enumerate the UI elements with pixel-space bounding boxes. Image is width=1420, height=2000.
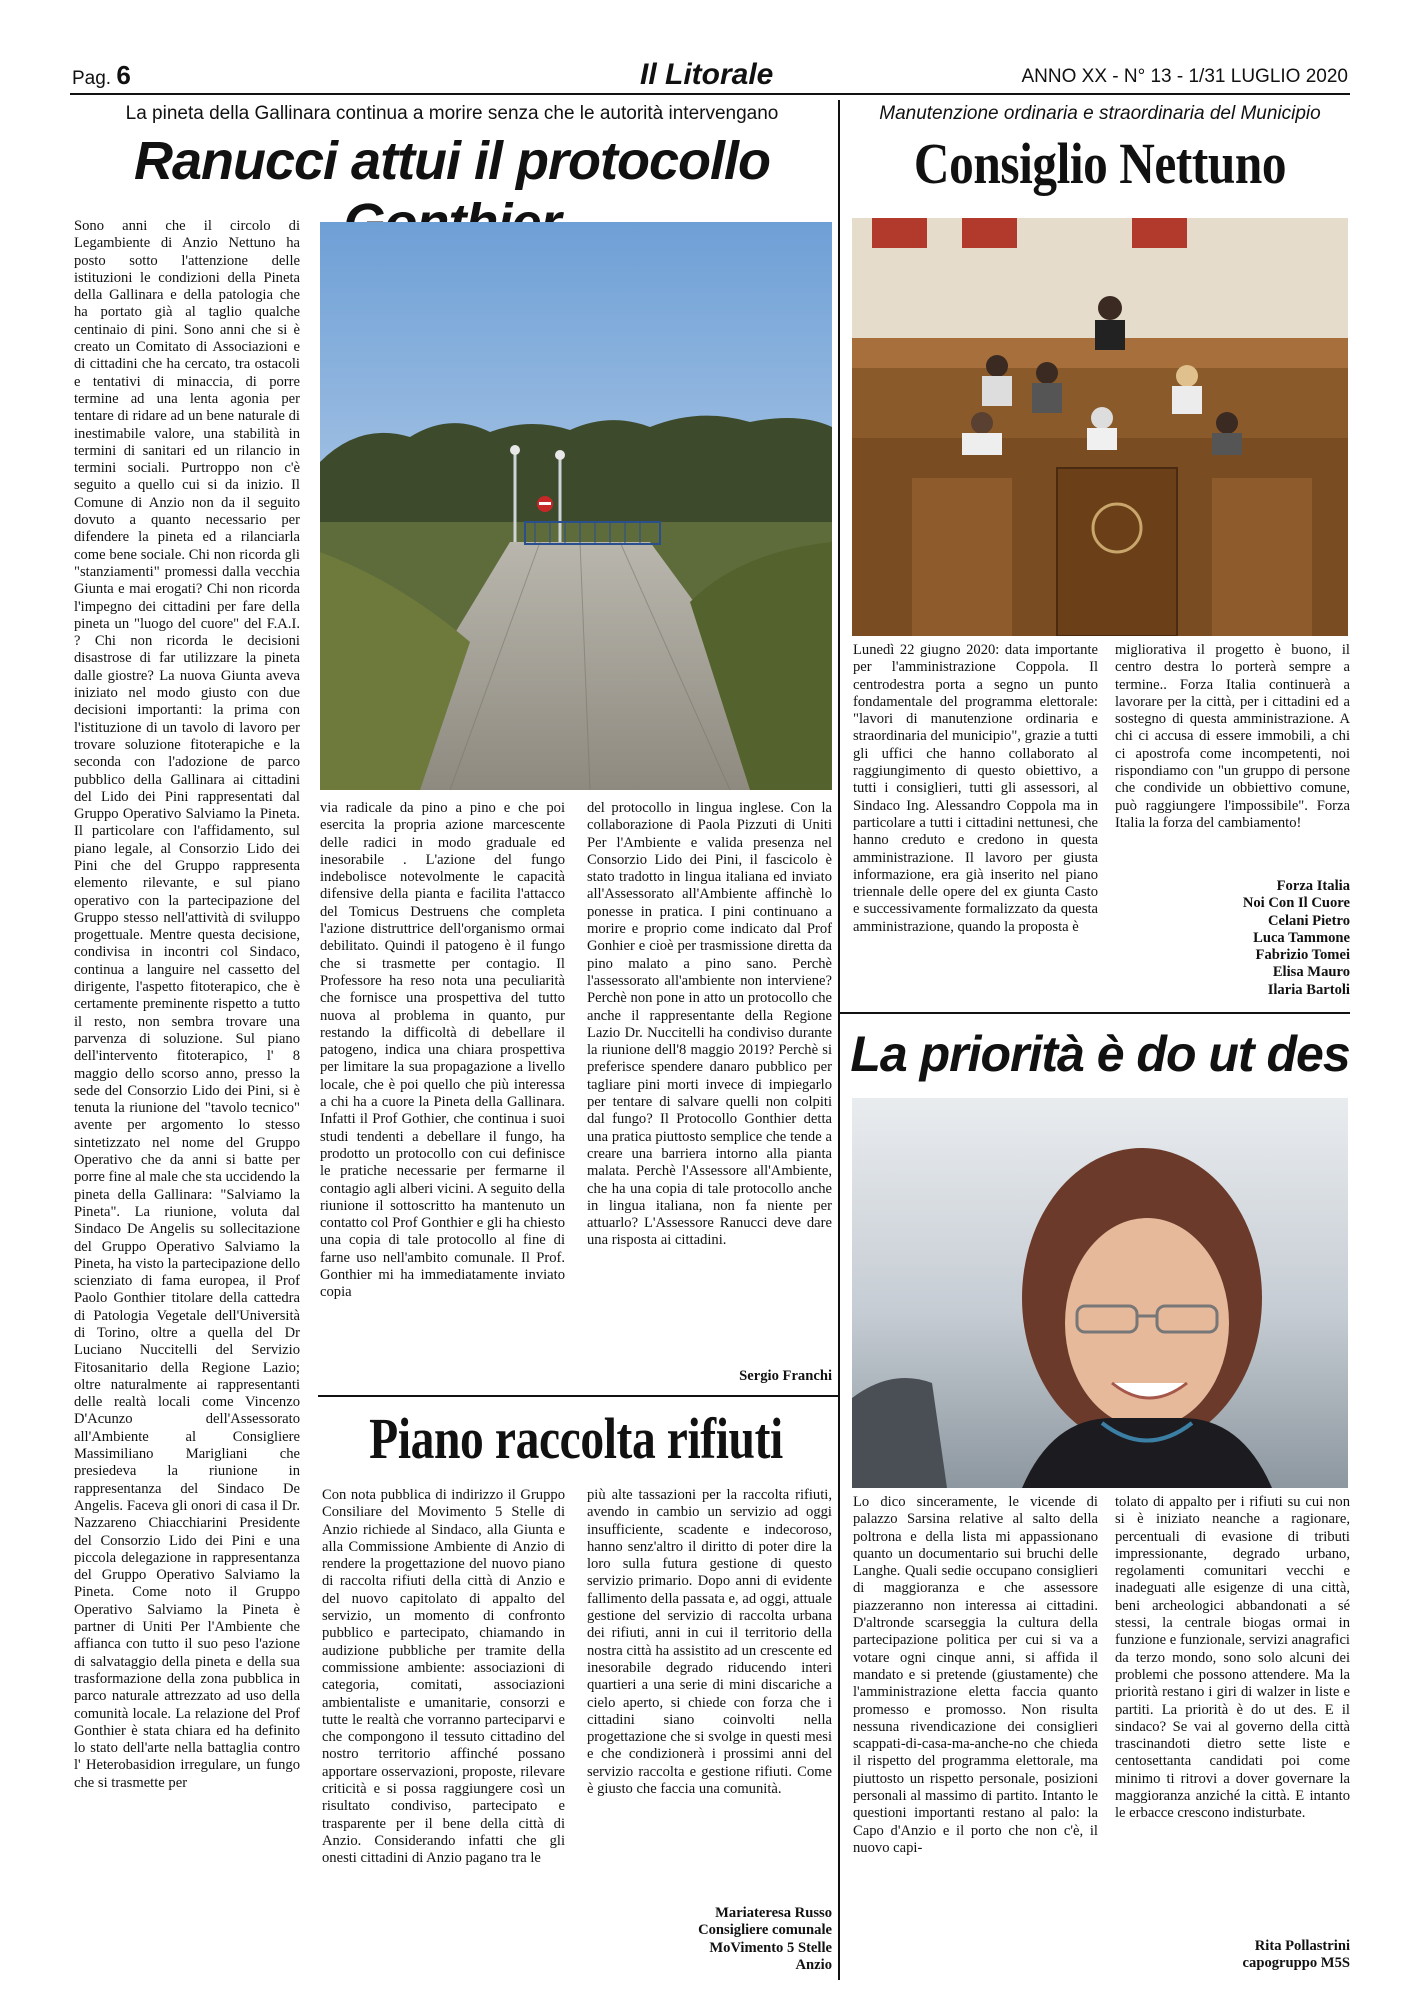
article2-kicker: Manutenzione ordinaria e straordinaria del Municipio	[879, 103, 1321, 124]
article2-sig-line: Luca Tammone	[1253, 929, 1350, 946]
article1-col3: del protocollo in lingua inglese. Con la collaborazione di Paola Pizzuti di Uniti Per l'Ambiente e valida presenza nel Consorzio Lido dei Pini, il fascicolo è stato tradotto in lingua italiana ed inviato all'Assessorato all'Ambiente affinchè lo ponesse in pratica. I pini continuano a morire e proprio come indicato dal Prof Gonhier e cioè per trasmissione diretta da pino malato a pino sano. Perchè l'assessorato all'ambiente non interviene? Perchè non pone in atto un protocollo che anche il rappresentante della Regione Lazio Dr. Nuccitelli ha condiviso durante la riunione dell'8 maggio 2019? Perchè si preferisce spendere danaro pubblico per tagliare pini morti invece di impiegarlo per tentare di salvare quelli non colpiti dal fungo? Il Protocollo Gonthier detta una pratica piuttosto semplice che tende a creare una barriera intorno alla pianta malata. Perchè l'Assessore all'Ambiente, che ha una copia di tale protocollo anche in lingua italiana, non fa niente per attuarlo? L'Assessore Ranucci deve dare una risposta ai cittadini.	[587, 800, 832, 1249]
article1-col1: Sono anni che il circolo di Legambiente di Anzio Nettuno ha posto sotto l'attenzione delle istituzioni le condizioni della Pineta della Gallinara e della patologia che ha portato già al taglio qualche centinaio di pini. Sono anni che si è creato un Comitato di Associazioni e di cittadini che ha cercato, tra ostacoli e tentativi di minaccia, di porre termine ad una lenta agonia per tentare di ridare ad un bene naturale di inestimabile valore, una stabilità in termini di sanitari ed un rilancio in termini sociali. Purtroppo non c'è seguito a quello cui si da inizio. Il Comune di Anzio non da il seguito dovuto a quanto necessario per difendere la pineta ed a rilanciarla come bene sociale. Chi non ricorda gli "stanziamenti" promessi dalla vecchia Giunta e mai erogati? Chi non ricorda l'impegno dei cittadini per fare della pineta un "luogo del cuore" del F.A.I. ? Chi non ricorda le decisioni disastrose di far utilizzare la pineta dalle giostre? La nuova Giunta aveva iniziato nel modo giusto con due decisioni importanti: la prima con l'istituzione di un tavolo di lavoro per trovare soluzione fitoterapiche e la seconda con l'adozione de parco pubblico della Gallinara ai cittadini del Lido dei Pini rappresentati dal Gruppo Operativo Salviamo la Pineta. Il particolare con l'affidamento, sul piano legale, al Consorzio Lido dei Pini che del Gruppo rappresenta elemento rilevante, e sul piano operativo con la partecipazione del Gruppo stesso nell'attività di sviluppo progettuale. Mentre questa decisione, condivisa in incontri col Sindaco, continua a languire nel cassetto del dirigente, l'aspetto fitoterapico, che è certamente preminente rispetto a tutto il resto, non sembra trovare una parvenza di soluzione. Sul piano dell'intervento fitoterapico, l' 8 maggio dello scorso anno, presso la sede del Consorzio Lido dei Pini, si è tenuta la riunione del "tavolo tecnico" avente per argomento lo stesso sintetizzato nel nome del Gruppo Operativo che da anni si batte per porre fine al male che sta uccidendo la pineta della Gallinara: "Salviamo la Pineta". La riunione, voluta dal Sindaco De Angelis su sollecitazione del Gruppo Operativo Salviamo la Pineta, ha visto la partecipazione dello scienziato di fama europea, il Prof Paolo Gonthier titolare della cattedra di Patologia Vegetale dell'Università di Torino, oltre a quella del Dr Luciano Nuccitelli del Servizio Fitosanitario della Regione Lazio; oltre naturalmente ai rappresentanti delle realtà locali come Vincenzo D'Acunzo dell'Assessorato all'Ambiente al Consigliere Massimiliano Marigliani che presiedeva la riunione in rappresentanza del Sindaco De Angelis. Faceva gli onori di casa il Dr. Nazzareno Chiacchiarini Presidente del Consorzio Lido dei Pini e una piccola delegazione in rappresentanza del Gruppo Operativo Salviamo la Pineta. Come noto il Gruppo Operativo Salviamo la Pineta è partner di Uniti Per l'Ambiente che affianca con tutto il suo peso l'azione di salvataggio della pineta e della sua trasformazione della zona pubblica in parco naturale attrezzato ad uso della comunità locale. La relazione del Prof Gonthier è stata chiara ed ha definito lo stato dell'arte nella battaglia contro l' Heterobasidion irregulare, un fungo che si trasmette per	[74, 218, 300, 1791]
article2-col2: migliorativa il progetto è buono, il centro destra lo porterà sempre a termine.. Forza Italia continuerà a lavorare per la città, per i cittadini ed a sostegno di questa amministrazione. A chi ci accusa di essere immobili, a chi ci apostrofa come incompetenti, noi rispondiamo con "un gruppo di persone che condivide un obbiettivo comune, può raggiungere l'impossibile". Forza Italia la forza del cambiamento!	[1115, 642, 1350, 831]
article2-sig-line: Forza Italia	[1276, 878, 1350, 894]
portrait-photo-svg	[852, 1098, 1348, 1488]
header-rule	[70, 93, 1350, 95]
issue-info: ANNO XX - N° 13 - 1/31 LUGLIO 2020	[1021, 66, 1348, 87]
article4-sig-line: Consigliere comunale	[698, 1922, 832, 1939]
article2-sig-line: Elisa Mauro	[1272, 964, 1350, 981]
article4-sig-line: Mariateresa Russo	[715, 1905, 832, 1921]
article3-signature-role: capogruppo M5S	[1242, 1955, 1350, 1972]
article1-kicker: La pineta della Gallinara continua a morire senza che le autorità intervengano	[125, 103, 779, 124]
page-number: 6	[116, 60, 131, 90]
article4-col2: più alte tassazioni per la raccolta rifiuti, avendo in cambio un servizio ad oggi insufficiente, scadente e indecoroso, hanno senz'altro il diritto di poter dire la loro sulla futura gestione di questo servizio primario. Dopo anni di evidente fallimento della passata e, ad oggi, attuale gestione del servizio di raccolta urbana dei rifiuti, anni in cui il territorio della nostra città ha assistito ad un crescente ed inesorabile degrado riducendo interi quartieri a una serie di mini discariche a cielo aperto, si chiede con forza che i cittadini siano coinvolti nella progettazione che si svolge in questi mesi e che condizionerà i prossimi anni del servizio raccolta e gestione rifiuti. Come è giusto che faccia una comunità.	[587, 1487, 832, 1798]
article1-col2: via radicale da pino a pino e che poi esercita la propria azione marcescente delle radici in modo graduale ed inesorabile . L'azione del fungo indebolisce notevolmente le capacità difensive della pianta e facilita l'attacco del Tomicus Destruens che completa l'azione distruttrice dell'organismo ormai debilitato. Quindi il patogeno è il fungo che si trasmette per contagio. Il Professore ha reso nota una peculiarità che fornisce una prospettiva del tutto nuova al problema in quanto, pur restando la difficoltà di debellare il patogeno, indica una chiara prospettiva per limitare la sua propagazione a livello locale, che è poi quello che più interessa a chi ha a cuore la Pineta della Gallinara. Infatti il Prof Gothier, che continua i suoi studi tendenti a debellare il fungo, ha prodotto un protocollo con cui definisce le pratiche necessarie per fermarne il contagio agli alberi vicini. A seguito della riunione il sottoscritto ha mantenuto un contatto col Prof Gonthier e gli ha chiesto una copia di tale protocollo al fine di farne uso nell'ambito comunale. Il Prof. Gonthier mi ha immediatamente inviato copia	[320, 800, 565, 1301]
article4-headline: Piano raccolta rifiuti	[369, 1406, 783, 1471]
page-label-text: Pag.	[72, 68, 112, 89]
article4-signatures	[587, 1905, 832, 1974]
article3-signature-name: Rita Pollastrini	[1254, 1938, 1350, 1954]
article4-sig-line: MoVimento 5 Stelle	[709, 1939, 832, 1956]
article2-sig-line: Fabrizio Tomei	[1255, 947, 1350, 964]
article2-headline: Consiglio Nettuno	[913, 131, 1287, 196]
article4-sig-line: Anzio	[795, 1956, 832, 1973]
portrait-photo	[852, 1098, 1348, 1488]
article3-col2: tolato di appalto per i rifiuti su cui non si è iniziato neanche a ragionare, percentuali di evasione di tributi impressionante, degrado urbano, regolamenti comunitari vecchi e inadeguati alle esigenze di una città, beni archeologici abbandonati a sé stessi, la centrale biogas ormai in funzione e funzionale, servizi anagrafici da terzo mondo, sono solo alcuni dei problemi che possono attendere. Ma la priorità restano i giri di walzer in liste e partiti. La priorità è do ut des. E il sindaco? Se vai al governo della città trascinandoti dietro sette liste e centosettanta candidati poi come minimo ti ritrovi a dover governare la maggioranza anziché la città. E intanto le erbacce crescono indisturbate.	[1115, 1494, 1350, 1822]
article2-sig-line: Noi Con Il Cuore	[1242, 895, 1350, 912]
article3-col1: Lo dico sinceramente, le vicende di palazzo Sarsina relative al salto della poltrona e della lista mi appassionano quanto un documentario sui bruchi delle Langhe. Quali sedie occupano consiglieri di maggioranza e che assessore piazzeranno non interessa ai cittadini. D'altronde scarseggia la cultura della partecipazione politica per cui si va a votare ogni cinque anni, si affida il mandato e si pretende (giustamente) che l'amministrazione eletta faccia quanto promesso e promosso. Non risulta nessuna rivendicazione dei consiglieri scappati-di-casa-ma-anche-no che chieda il rispetto del programma elettorale, ma piuttosto un rispetto personale, posizioni personali al massimo di partito. Intanto le questioni importanti restano al palo: la Capo d'Anzio e il porto che non c'è, il nuovo capi-	[853, 1494, 1098, 1856]
article-separator	[318, 1395, 838, 1397]
council-photo-svg	[852, 218, 1348, 636]
council-session-photo	[852, 218, 1348, 636]
article3-signature	[1115, 1938, 1350, 1973]
article1-signature: Sergio Franchi	[739, 1368, 832, 1384]
column-divider	[838, 100, 840, 1980]
article4-col1: Con nota pubblica di indirizzo il Gruppo Consiliare del Movimento 5 Stelle di Anzio richiede al Sindaco, alla Giunta e alla Commissione Ambiente di Anzio di rendere la progettazione del nuovo piano di raccolta rifiuti della città di Anzio e del nuovo capitolato di appalto del servizio, un momento di confronto pubblico e partecipato, chiamando in audizione pubbliche per tramite della commissione ambiente: associazioni di categoria, comitati, associazioni ambientaliste e umanitarie, consorzi e tutte le realtà che vorranno parteciparvi e che compongono il tessuto cittadino del nostro territorio affinché possano apportare osservazioni, proposte, rilevare criticità e si possa raggiungere così un risultato condiviso, partecipato e trasparente per il bene della città di Anzio. Considerando infatti che gli onesti cittadini di Anzio pagano tra le	[322, 1487, 565, 1867]
article2-col1: Lunedì 22 giugno 2020: data importante per l'amministrazione Coppola. Il centrodestra porta a segno un punto fondamentale del programma elettorale: "lavori di manutenzione ordinaria e straordinaria del municipio", grazie a tutti gli uffici che hanno collaborato al raggiungimento di questo obiettivo, a tutti i consiglieri, tutti gli assessori, al Sindaco Ing. Alessandro Coppola ma in particolare a tutti i cittadini nettunesi, che hanno creduto e credono in questa amministrazione. Il lavoro per giusta informazione, era già inserito nel piano triennale delle opere del ex giunta Casto e successivamente formalizzato da questa amministrazione, quando la proposta è	[853, 642, 1098, 935]
article2-sig-line: Celani Pietro	[1267, 912, 1350, 929]
article1-headline: Ranucci attui il protocollo	[133, 131, 771, 191]
article2-signatures	[1115, 878, 1350, 999]
pineta-photo-svg	[320, 222, 832, 790]
paper-name: Il Litorale	[640, 58, 774, 91]
page-label	[72, 60, 131, 91]
article2-sig-line: Ilaria Bartoli	[1267, 981, 1350, 998]
article-separator	[838, 1012, 1350, 1014]
pineta-gate-photo	[320, 222, 832, 790]
article3-headline: La priorità è do ut des	[850, 1026, 1350, 1082]
